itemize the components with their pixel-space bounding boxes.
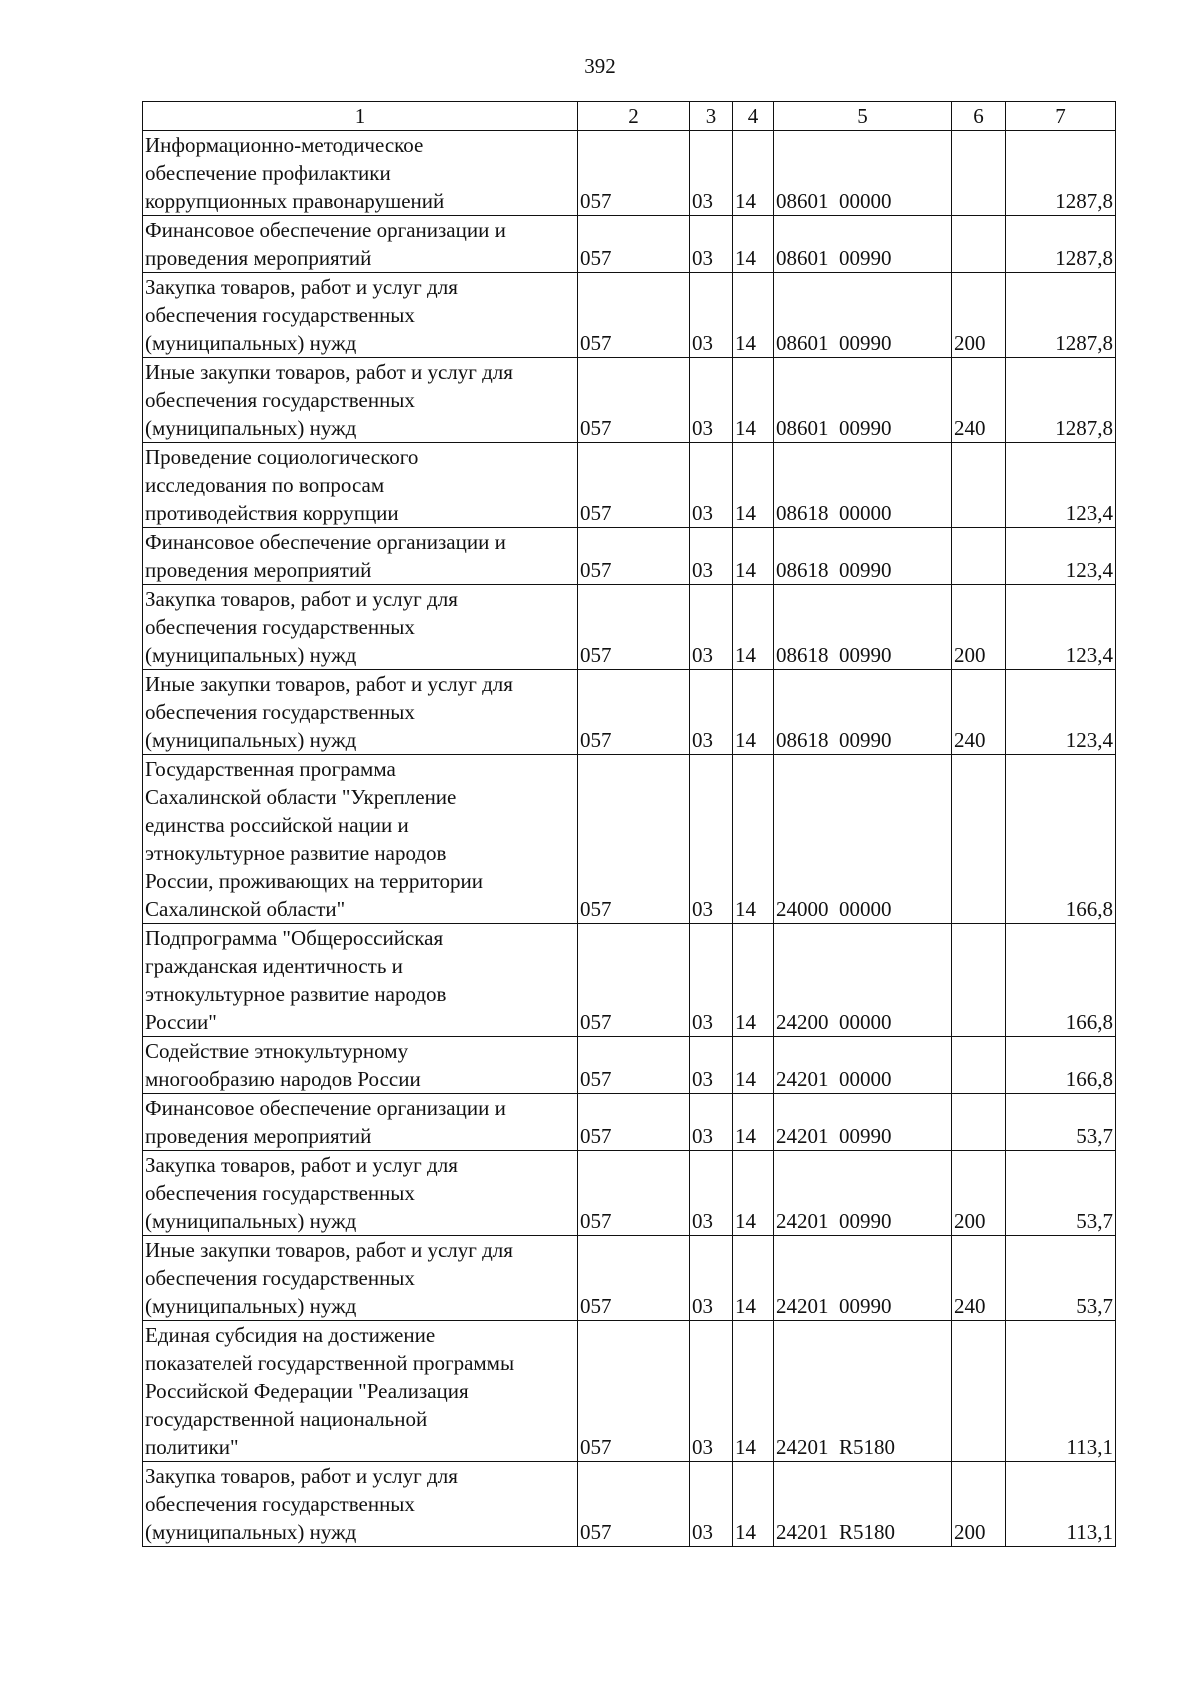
subsection-code: 14 (733, 1321, 774, 1462)
section-code: 03 (690, 1037, 733, 1094)
ministry-code: 057 (578, 585, 690, 670)
section-code: 03 (690, 528, 733, 585)
item-name: Иные закупки товаров, работ и услуг для обеспечения государственных (муниципальных) нужд (143, 1236, 578, 1321)
subsection-code: 14 (733, 528, 774, 585)
amount-value: 113,1 (1006, 1462, 1116, 1547)
column-number-2: 2 (578, 102, 690, 131)
table-row (143, 1462, 1116, 1547)
section-code: 03 (690, 755, 733, 924)
table-row (143, 1236, 1116, 1321)
target-article-code: 24000 00000 (774, 755, 952, 924)
ministry-code: 057 (578, 1462, 690, 1547)
item-name: Финансовое обеспечение организации и проведения мероприятий (143, 528, 578, 585)
subsection-code: 14 (733, 443, 774, 528)
table-row (143, 585, 1116, 670)
section-code: 03 (690, 358, 733, 443)
section-code: 03 (690, 273, 733, 358)
table-row (143, 528, 1116, 585)
ministry-code: 057 (578, 755, 690, 924)
column-number-4: 4 (733, 102, 774, 131)
column-number-1: 1 (143, 102, 578, 131)
item-name: Единая субсидия на достижение показателей государственной программы Российской Федерации "Реализация государственной национальной политики" (143, 1321, 578, 1462)
target-article-code: 08618 00990 (774, 670, 952, 755)
item-name: Закупка товаров, работ и услуг для обеспечения государственных (муниципальных) нужд (143, 1462, 578, 1547)
section-code: 03 (690, 585, 733, 670)
table-row (143, 131, 1116, 216)
expense-type-code: 200 (952, 273, 1006, 358)
subsection-code: 14 (733, 131, 774, 216)
ministry-code: 057 (578, 1037, 690, 1094)
amount-value: 166,8 (1006, 924, 1116, 1037)
column-number-6: 6 (952, 102, 1006, 131)
expense-type-code (952, 755, 1006, 924)
ministry-code: 057 (578, 924, 690, 1037)
target-article-code: 08601 00000 (774, 131, 952, 216)
ministry-code: 057 (578, 443, 690, 528)
item-name: Информационно-методическое обеспечение профилактики коррупционных правонарушений (143, 131, 578, 216)
table-row (143, 1151, 1116, 1236)
subsection-code: 14 (733, 670, 774, 755)
subsection-code: 14 (733, 1462, 774, 1547)
expense-type-code: 240 (952, 358, 1006, 443)
table-row (143, 1037, 1116, 1094)
table-row (143, 1321, 1116, 1462)
subsection-code: 14 (733, 924, 774, 1037)
target-article-code: 08618 00990 (774, 528, 952, 585)
section-code: 03 (690, 131, 733, 216)
ministry-code: 057 (578, 358, 690, 443)
expense-type-code: 200 (952, 1151, 1006, 1236)
table-row (143, 670, 1116, 755)
item-name: Финансовое обеспечение организации и проведения мероприятий (143, 216, 578, 273)
target-article-code: 24201 R5180 (774, 1321, 952, 1462)
column-number-7: 7 (1006, 102, 1116, 131)
target-article-code: 24201 00000 (774, 1037, 952, 1094)
expense-type-code (952, 443, 1006, 528)
section-code: 03 (690, 924, 733, 1037)
section-code: 03 (690, 1151, 733, 1236)
table-row (143, 755, 1116, 924)
item-name: Проведение социологического исследования по вопросам противодействия коррупции (143, 443, 578, 528)
page-number: 392 (584, 54, 616, 78)
target-article-code: 24201 00990 (774, 1236, 952, 1321)
ministry-code: 057 (578, 528, 690, 585)
amount-value: 1287,8 (1006, 216, 1116, 273)
amount-value: 53,7 (1006, 1094, 1116, 1151)
target-article-code: 24201 R5180 (774, 1462, 952, 1547)
target-article-code: 08618 00990 (774, 585, 952, 670)
section-code: 03 (690, 216, 733, 273)
target-article-code: 24200 00000 (774, 924, 952, 1037)
expense-type-code: 200 (952, 1462, 1006, 1547)
ministry-code: 057 (578, 273, 690, 358)
item-name: Иные закупки товаров, работ и услуг для обеспечения государственных (муниципальных) нужд (143, 670, 578, 755)
section-code: 03 (690, 1236, 733, 1321)
ministry-code: 057 (578, 131, 690, 216)
target-article-code: 08601 00990 (774, 273, 952, 358)
item-name: Государственная программа Сахалинской области "Укрепление единства российской нации и этнокультурное развитие народов России, проживающих на территории Сахалинской области" (143, 755, 578, 924)
amount-value: 1287,8 (1006, 131, 1116, 216)
expense-type-code: 240 (952, 1236, 1006, 1321)
expense-type-code (952, 216, 1006, 273)
subsection-code: 14 (733, 1151, 774, 1236)
subsection-code: 14 (733, 1236, 774, 1321)
amount-value: 1287,8 (1006, 273, 1116, 358)
item-name: Иные закупки товаров, работ и услуг для обеспечения государственных (муниципальных) нужд (143, 358, 578, 443)
expense-type-code: 200 (952, 585, 1006, 670)
amount-value: 123,4 (1006, 585, 1116, 670)
subsection-code: 14 (733, 358, 774, 443)
section-code: 03 (690, 670, 733, 755)
column-number-3: 3 (690, 102, 733, 131)
ministry-code: 057 (578, 670, 690, 755)
item-name: Закупка товаров, работ и услуг для обеспечения государственных (муниципальных) нужд (143, 273, 578, 358)
amount-value: 166,8 (1006, 755, 1116, 924)
expense-type-code (952, 1037, 1006, 1094)
expense-type-code (952, 131, 1006, 216)
section-code: 03 (690, 443, 733, 528)
expense-type-code: 240 (952, 670, 1006, 755)
subsection-code: 14 (733, 585, 774, 670)
item-name: Содействие этнокультурному многообразию народов России (143, 1037, 578, 1094)
ministry-code: 057 (578, 1151, 690, 1236)
amount-value: 53,7 (1006, 1236, 1116, 1321)
expense-type-code (952, 1321, 1006, 1462)
budget-table (142, 101, 1116, 1547)
table-row (143, 1094, 1116, 1151)
subsection-code: 14 (733, 216, 774, 273)
target-article-code: 08601 00990 (774, 216, 952, 273)
subsection-code: 14 (733, 1037, 774, 1094)
table-row (143, 443, 1116, 528)
amount-value: 1287,8 (1006, 358, 1116, 443)
target-article-code: 24201 00990 (774, 1094, 952, 1151)
item-name: Подпрограмма "Общероссийская гражданская идентичность и этнокультурное развитие народов России" (143, 924, 578, 1037)
amount-value: 166,8 (1006, 1037, 1116, 1094)
amount-value: 123,4 (1006, 670, 1116, 755)
amount-value: 123,4 (1006, 443, 1116, 528)
section-code: 03 (690, 1321, 733, 1462)
column-number-5: 5 (774, 102, 952, 131)
target-article-code: 08618 00000 (774, 443, 952, 528)
expense-type-code (952, 528, 1006, 585)
ministry-code: 057 (578, 1236, 690, 1321)
table-row (143, 216, 1116, 273)
item-name: Закупка товаров, работ и услуг для обеспечения государственных (муниципальных) нужд (143, 585, 578, 670)
amount-value: 113,1 (1006, 1321, 1116, 1462)
expense-type-code (952, 924, 1006, 1037)
target-article-code: 24201 00990 (774, 1151, 952, 1236)
section-code: 03 (690, 1094, 733, 1151)
subsection-code: 14 (733, 273, 774, 358)
item-name: Закупка товаров, работ и услуг для обеспечения государственных (муниципальных) нужд (143, 1151, 578, 1236)
table-body (143, 131, 1116, 1547)
column-number-row (143, 102, 1116, 131)
ministry-code: 057 (578, 216, 690, 273)
table-row (143, 273, 1116, 358)
ministry-code: 057 (578, 1094, 690, 1151)
target-article-code: 08601 00990 (774, 358, 952, 443)
amount-value: 123,4 (1006, 528, 1116, 585)
table-row (143, 358, 1116, 443)
item-name: Финансовое обеспечение организации и проведения мероприятий (143, 1094, 578, 1151)
section-code: 03 (690, 1462, 733, 1547)
subsection-code: 14 (733, 755, 774, 924)
expense-type-code (952, 1094, 1006, 1151)
table-row (143, 924, 1116, 1037)
subsection-code: 14 (733, 1094, 774, 1151)
ministry-code: 057 (578, 1321, 690, 1462)
amount-value: 53,7 (1006, 1151, 1116, 1236)
